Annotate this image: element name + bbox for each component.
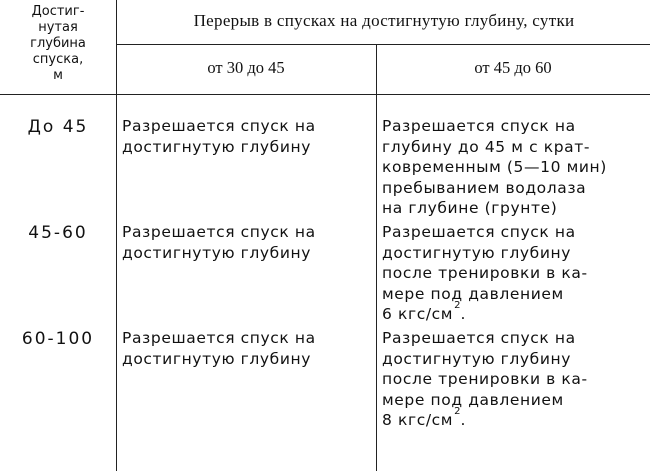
header-depth-line: глубина xyxy=(30,36,86,51)
table-cell xyxy=(122,328,374,369)
row-depth: 60-100 xyxy=(21,329,95,349)
header-depth-line: нутая xyxy=(38,20,78,35)
header-depth-line: Достиг- xyxy=(31,4,85,19)
cell-line: 8 кгс/$см^2$. xyxy=(382,406,466,429)
header-span-title: Перерыв в спусках на достигнутую глубину, сутки xyxy=(193,11,575,30)
cell-line: достигнутую глубину xyxy=(122,349,312,368)
header-col-45-60: от 45 до 60 xyxy=(474,58,552,77)
table-cell xyxy=(122,222,374,263)
table-cell xyxy=(122,116,374,157)
table-cell xyxy=(382,222,634,328)
cell-line: после тренировки в ка- xyxy=(382,264,588,282)
cell-line: ковременным (5—10 мин) xyxy=(382,158,607,176)
cell-line: на глубине (грунте) xyxy=(382,199,558,217)
header-bottom-rule xyxy=(0,94,650,95)
row-depth: До 45 xyxy=(27,117,89,137)
cell-line: мере под давлением xyxy=(382,284,564,303)
cell-line: достигнутую глубину xyxy=(122,137,312,156)
superscript: 2 xyxy=(454,406,461,417)
cell-line: достигнутую глубину xyxy=(382,243,572,262)
header-depth-line: спуска, xyxy=(32,52,84,67)
header-depth-column xyxy=(2,4,114,84)
header-col-30-45: от 30 до 45 xyxy=(207,58,285,77)
cell-line: Разрешается спуск на xyxy=(122,223,316,241)
table-cell xyxy=(382,116,634,219)
cell-line: мере под давлением xyxy=(382,390,564,409)
row-depth: 45-60 xyxy=(28,223,88,243)
header-depth-line: м xyxy=(53,68,63,83)
column-divider-2 xyxy=(376,44,377,471)
cell-line: достигнутую глубину xyxy=(122,243,312,262)
cell-line: 6 кгс/$см^2$. xyxy=(382,300,466,323)
cell-line: Разрешается спуск на xyxy=(122,117,316,135)
column-divider-1 xyxy=(116,0,117,471)
cell-line: Разрешается спуск на xyxy=(382,223,576,241)
header-subdivider xyxy=(116,44,650,45)
cell-line: глубину до 45 м с крат- xyxy=(382,137,591,156)
cell-line: Разрешается спуск на xyxy=(382,117,576,135)
cell-line: Разрешается спуск на xyxy=(382,329,576,347)
cell-line: пребыванием водолаза xyxy=(382,178,587,197)
cell-line: достигнутую глубину xyxy=(382,349,572,368)
cell-line: Разрешается спуск на xyxy=(122,329,316,347)
cell-line: после тренировки в ка- xyxy=(382,370,588,388)
superscript: 2 xyxy=(454,300,461,311)
table-cell xyxy=(382,328,634,434)
